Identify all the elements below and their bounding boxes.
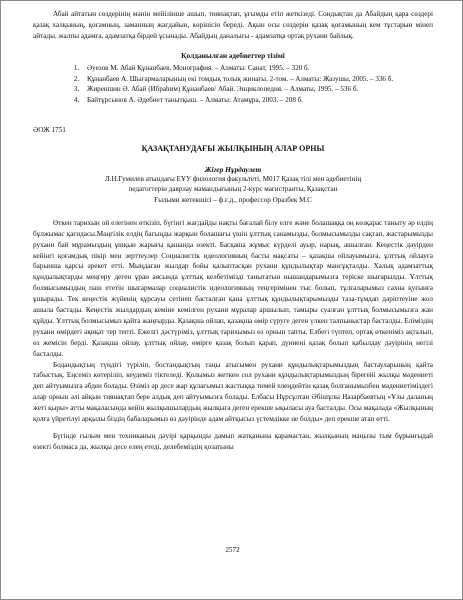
author-name: Жігер Нұрдаулет: [204, 164, 262, 174]
page-number: 2572: [225, 546, 240, 554]
reference-item: 1. Әуезов М. Абай Құнанбаев. Монография. – Алматы: Санат, 1995. – 320 б.: [81, 63, 433, 74]
affiliation-line: Ғылыми жетекшісі – ф.ғ.д., профессор Оразбек М.С: [154, 195, 312, 204]
reference-item: 2. Құнанбаев А. Шығармаларының екі томдық толық жинағы. 2-том. – Алматы: Жазушы, 2005. – 336 б.: [81, 74, 433, 85]
body-paragraph: Бодандықтың түндігі түріліп, бостандықтың таңы атысымен рухани құндылықтарымыздың бастауларының қайта табыстық. Еңсеміз көтеріліп, кеудеміз тіктеледі. Қолымыз жеткен сол рухани құндылықтарымыздың бірегейі жылқы мәдениеті деп айтуымызға әбден болады. Өзімiз әр десе жар құлағымыз жастыққа тимей елеңдейтін қазақ болғанымызбен мәдениетіміздегі алар орнын әлі айқын тиянақтап бере алдық деп айтуымызға болады. Елбасы Нұрсұлтан Әбішұлы Назарбаевтың «Ұлы даланың жеті қыры» атты мақаласында кейін жылқышылардың жылқыға деген ерекше ықыласы ауа басталды. Осы мақалада «Жылқының қолға үйретілуі арқылы біздің бабаларымыз өз дәуірінде адам айтқысыз үстемдікке не болды» деп ерекше атап өтті.: [33, 360, 433, 424]
reference-item: 3. Жиреншин Ә. Абай (Ибраһим) Құнанбаев/ Абай. Энциклопедия. – Алматы, 1995. – 536 б.: [81, 84, 433, 95]
closing-paragraph: Абай айтатын сөздерінің мәнін мейілінше ашып, тиянақтап, ұғымды етіп жеткізеді. Сондықтан да Абайдың қара сөздері қазақ халқының, қоғамның, заманның жағдайын, көрінісін береді. Ақын осы сөздерін қазақ қоғамының кем тұстарын мінеп айтады, жалпы адамға, адамзатқа бірдей ұсынады. Абайдың даналығы - адамзатқа ортақ рухани байлық.: [33, 10, 433, 40]
page-content: [33, 9, 433, 453]
references-title: Қолданылған әдебиеттер тізімі: [181, 50, 285, 60]
body-paragraph: Бүгінде ғылым мен техниканың дәуірі қарқынды дамып жатқанына қарамастан, жылқының маңызы тым бұрынғыдай өзекті болмаса да, жылқы десе елең етеді, делебеміздің қозатыны: [33, 432, 433, 451]
affiliation-line: педагогтерін даярлау мамандығының 2-курс магистранты, Қазақстан: [128, 185, 338, 194]
body-paragraph: Өткен тарихын ой елегінен өткізіп, бүгінгі жағдайды нақты бағалай білу елге және болашаққа оң көзқарас таныту әр елдің бұлжымас қағидасы.Мәңгілік елдің бағыңды жарқын болашағы үшін ұлттық санамызды, болмысымызды сақтап, жастарымызды рухани бай мұрамыздың ұшқын жарығы қашанда өзекті. Басқаша жұмыс күрделі ауыр, нарық, ашылған. Кеңестік дәуірден кейінгі қоғамдық пікір мен зерттеулер Социалистік идеологияның басты мақсаты – қазақша ойлауымызға, ұлттық ойлауға барынша қарсы әрекет етті. Мыңдаған жылдар бойы қалыптасқан рухани құндылықтар мансұқталды. Халық адамзаттық құндылықтарды меңгеру деген ұран аясында ұлттық келбетіміздi танытатын нышандарымызға теріске шығарылды. Ұлттық болмысымыздың паш ететін шығармалар социалистік идеологияның теңгерімінен тыс болып, тұлғаларымыз сахна қуғынға ұшырады. Тек кеңестік жүйенің құрсауы сетінеп басталған қана ұлттық құндылықтарымызды таза-тұмдап дәріптеуіне жол ашыла бастады. Кеңестік жылдардың кеміне кемілген рухани мұралар аршылып, тамыры суалған ұлттық болмысымызға жан құйды. Ұлттық болмысымыз қайта жаңғырды. Қазақша ойлап, қазақша өмір сүруге деген үлкен талпыныстар басталды. Еліміздің рухани өмірдегі ақиқат тер тепті. Ежелгі дәстүріміз, ұлттық тарихымыз өз орнын тапты. Елбегі түптеп, ортақ өткеніміз ақталып, өз жемісін берді. Қазақша ойлау, ұлттық ойлау, өмірге қазақ болып қарап, дүниені қазақ болып қабылдау дәуірінің негізі басталды.: [33, 218, 433, 358]
reference-item: 4. Байтұрсынов А. Әдебиет танытқыш. – Алматы: Атамұра, 2003. – 208 б.: [81, 95, 433, 106]
affiliation-block: [33, 174, 433, 205]
udc-code: ӘОЖ 1751: [33, 125, 66, 134]
references-list: [33, 63, 433, 106]
article-title: ҚАЗАҚТАНУДАҒЫ ЖЫЛҚЫНЫҢ АЛАР ОРНЫ: [141, 143, 325, 153]
affiliation-line: Л.Н.Гумилев атындағы ЕҰУ филология факультеті, М017 Қазақ тілі мен әдебиетінің: [104, 174, 362, 183]
